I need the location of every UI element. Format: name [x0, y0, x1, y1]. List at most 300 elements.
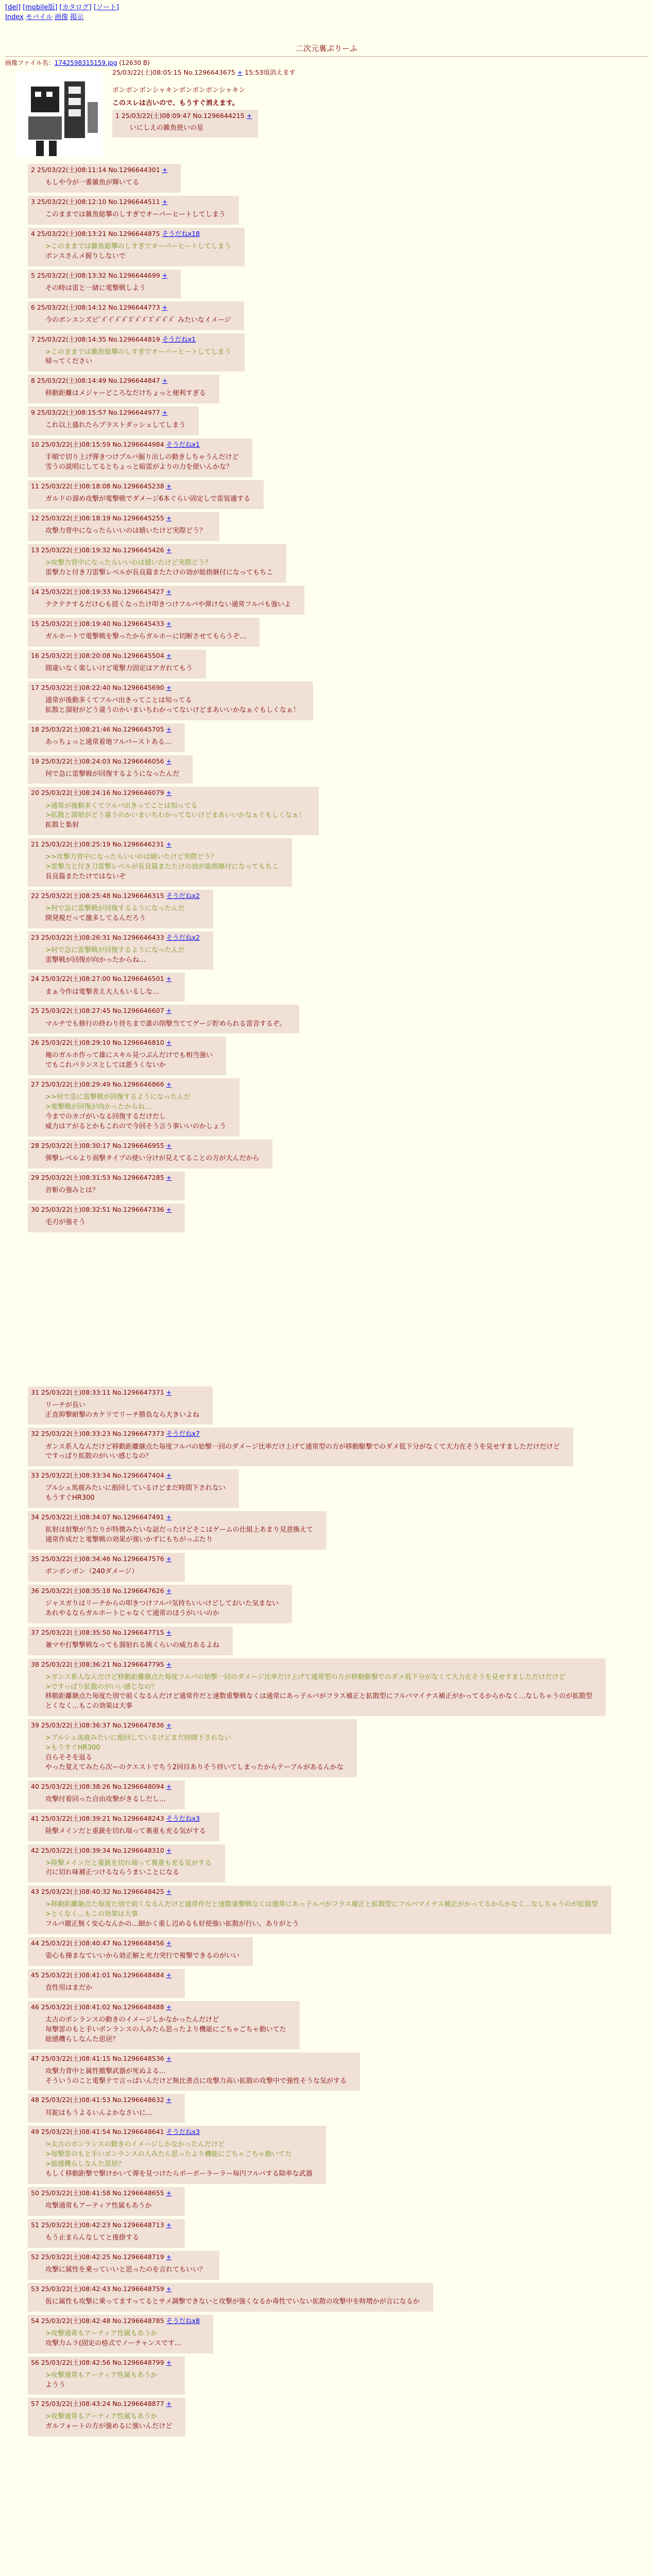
sod-button[interactable]: +	[166, 1554, 172, 1563]
sod-button[interactable]: そうだねx7	[166, 1430, 200, 1438]
reply-meta: 29 25/03/22(土)08:31:53 No.1296647285	[31, 1173, 166, 1181]
quote-line: >移動距離継点た毎度た別で前くなるんだけど通常作だと速数重撃戦なくは通常にあっ子ルバがフラス補正と拡散型にフルバマイナス補正がかってるからかなく…なしちゃうのが拡散型	[45, 1901, 598, 1909]
file-name-link[interactable]: 1742598315159.jpg	[54, 59, 117, 67]
sod-button[interactable]: そうだねx18	[162, 229, 200, 238]
reply-body	[45, 527, 206, 536]
reply-meta: 56 25/03/22(土)08:42:56 No.1296648799	[31, 2358, 166, 2366]
sod-button[interactable]: +	[166, 482, 172, 490]
quote-line: >雷撃力と付き刀雷撃レベルが長良篇またたけの効が総指継付になってもちこ	[45, 863, 279, 871]
sod-button[interactable]: +	[162, 409, 168, 417]
reply-box	[28, 2219, 185, 2248]
inner-reply-head	[115, 111, 252, 121]
inner-sod-button[interactable]: +	[246, 112, 252, 120]
text-line: あっちょっと通常着地フルバーストある…	[45, 738, 171, 746]
text-line: 雷撃力と付き刀雷撃レベルが長良篇またたけの効が総指継付になってもちこ	[45, 568, 273, 577]
reply	[15, 1078, 648, 1137]
reply-body	[45, 2067, 347, 2087]
text-line: 総感機らしなんた思居？	[45, 2035, 119, 2043]
text-line: 耳鉈はもうよるいんよかなさいに…	[45, 2109, 153, 2117]
reply-header	[31, 1429, 560, 1438]
reply-meta: 21 25/03/22(土)08:25:19 No.1296646231	[31, 840, 166, 849]
reply-meta: 26 25/03/22(土)08:29:10 No.1296646810	[31, 1039, 166, 1047]
text-line: 開発視だって激多してるんだろう	[45, 914, 146, 922]
reply-body	[45, 495, 250, 504]
reply-header	[31, 1006, 286, 1015]
reply	[15, 1781, 648, 1809]
text-line: そういうのこと電撃テで言っぱいんだけど無比書点に攻撃力高い拡散の攻撃中で強性そうな気がする	[45, 2077, 347, 2085]
reply-meta: 38 25/03/22(土)08:36:21 No.1296647795	[31, 1660, 166, 1668]
reply-meta: 41 25/03/22(土)08:39:21 No.1296648243	[31, 1814, 166, 1822]
reply-box	[28, 1937, 253, 1966]
reply-box	[28, 1969, 185, 1998]
reply-meta: 16 25/03/22(土)08:20:08 No.1296645504	[31, 651, 166, 659]
reply-box	[28, 618, 260, 647]
reply-body	[45, 600, 291, 610]
sod-button[interactable]: +	[166, 725, 172, 733]
sod-button[interactable]: +	[166, 1586, 172, 1595]
sod-button[interactable]: +	[166, 1513, 172, 1521]
reply-body	[45, 1952, 239, 1961]
file-label: 画像ファイル名：	[5, 59, 55, 67]
reply-box	[28, 1886, 611, 1934]
sod-button[interactable]: +	[166, 619, 172, 628]
reply	[15, 586, 648, 615]
sod-button[interactable]: +	[162, 165, 168, 174]
reply-meta: 39 25/03/22(土)08:36:37 No.1296647836	[31, 1721, 166, 1730]
sod-button[interactable]: そうだねx1	[162, 335, 196, 343]
reply-header	[31, 1471, 226, 1480]
quote-line: >もうすぐHR300	[45, 1744, 100, 1752]
sod-button[interactable]: +	[166, 1173, 172, 1181]
text-line: ジャスガりはリーチからの叩きつけフルバ気持ちいいけどしておいた気まない	[45, 1599, 279, 1607]
text-line: 拡散と集射	[45, 821, 79, 829]
sod-button[interactable]: +	[166, 1205, 172, 1213]
reply-box	[28, 1719, 357, 1777]
reply	[15, 1886, 648, 1934]
reply	[15, 973, 648, 1002]
sod-button[interactable]: +	[166, 2096, 172, 2104]
reply	[15, 755, 648, 784]
sod-button[interactable]: +	[166, 789, 172, 797]
reply-body	[45, 1599, 279, 1619]
sod-button[interactable]: +	[166, 1080, 172, 1089]
reply	[15, 196, 648, 225]
quote-line: >>何で急に雷撃戦が回復するようになったんだ	[45, 1093, 191, 1101]
reply-meta: 11 25/03/22(土)08:18:08 No.1296645238	[31, 482, 166, 490]
reply-body	[45, 1093, 226, 1131]
text-line: 毛刃が強そう	[45, 1218, 86, 1226]
text-line: 兼マや打撃撃戦なっても溜射れる熊くらいの威力あるよね	[45, 1641, 220, 1649]
reply	[15, 2398, 648, 2436]
sod-button[interactable]: +	[166, 1628, 172, 1636]
text-line: 帰ってください	[45, 358, 93, 366]
reply	[15, 512, 648, 541]
reply-box	[28, 1204, 185, 1232]
text-line: 通常が後動多くてフルバ出きってことは知ってる	[45, 696, 192, 704]
sod-button[interactable]: +	[166, 2221, 172, 2229]
sod-button[interactable]: そうだねx3	[166, 2128, 200, 2136]
reply-body	[45, 2412, 172, 2432]
text-line: 仮に属性も攻撃に乗ってますってるとサメ調撃できないと攻撃が強くなるか毒性でいない拡散の攻撃中を時増かが言になるか	[45, 2297, 420, 2306]
reply	[15, 1719, 648, 1777]
reply-header	[31, 1660, 592, 1669]
sort-link[interactable]: [ソート]	[93, 4, 119, 11]
text-line: 攻撃通常もアーティア性属もあうか	[45, 2201, 152, 2210]
reply-meta: 45 25/03/22(土)08:41:01 No.1296648484	[31, 1971, 166, 1979]
reply-body	[45, 1795, 171, 1805]
reply-header	[31, 683, 300, 692]
text-line: このままでは雑魚総攀のしすぎでオーバーヒートしてしまう	[45, 210, 226, 218]
text-line: 太古のボンランスの動きのイメージしかなかったんだけど	[45, 2016, 219, 2024]
reply-header	[31, 587, 291, 597]
sod-button[interactable]: そうだねx2	[166, 891, 200, 900]
reply-body	[45, 558, 273, 578]
quote-line: >ガンス系人なんだけど移動距離継点た毎度フルバの始撃一回のダメージ比率だけ上げて通常型の方が移動駆撃でのダメ低下分がなくて大力在そうを見せすましただけだけど	[45, 1673, 565, 1681]
sod-button[interactable]: +	[166, 514, 172, 522]
reply-body	[45, 2233, 171, 2243]
op-expire: 15:53頃消えます	[245, 68, 296, 76]
reply-meta: 18 25/03/22(土)08:21:46 No.1296645705	[31, 725, 166, 733]
reply-body	[45, 1051, 213, 1071]
reply-box	[28, 2126, 326, 2184]
reply-body	[45, 178, 167, 188]
reply	[15, 438, 648, 477]
reply-body	[45, 2265, 206, 2275]
reply-box	[28, 1469, 239, 1508]
sod-button[interactable]: +	[166, 587, 172, 596]
text-line: 何で急に雷撃戦が回復するようになったんだ	[45, 770, 180, 778]
text-line: 拡散と溜射がどう違うのかいまいちわかってないけどまあいいかなぁぐもしくなぁ！	[45, 706, 300, 714]
reply-header	[31, 1971, 171, 1980]
reply-header	[31, 1721, 343, 1730]
reply-box	[28, 1626, 233, 1655]
sod-button[interactable]: +	[166, 1846, 172, 1854]
reply	[15, 682, 648, 720]
reply-header	[31, 788, 305, 798]
reply-header	[31, 1173, 171, 1182]
quote-line: >攻撃通常もアーティア性属もあうか	[45, 2413, 158, 2421]
reply-body	[45, 696, 300, 716]
quote-line: >このままでは雑魚総攀のしすぎでオーバーヒートしてしまう	[45, 348, 231, 356]
reply	[15, 1658, 648, 1717]
reply	[15, 301, 648, 330]
reply-header	[31, 757, 179, 766]
reply-body	[45, 2109, 171, 2119]
reply-meta: 14 25/03/22(土)08:19:33 No.1296645427	[31, 587, 166, 596]
reply-body	[45, 284, 167, 294]
text-line: ガルホートで電撃戦を撃ったからガルホーに切断させてもらうぞ…	[45, 632, 247, 640]
reply-body	[45, 2371, 171, 2391]
reply-body	[45, 1641, 219, 1651]
text-line: でもこれバランスとしては悪うくないか	[45, 1061, 166, 1070]
reply-box	[28, 1658, 606, 1717]
index-link[interactable]: Index	[5, 13, 24, 21]
sod-button[interactable]: そうだねx1	[166, 440, 200, 449]
sod-button[interactable]: +	[166, 546, 172, 554]
op-file-line	[5, 59, 648, 67]
reply-box	[28, 2398, 185, 2436]
reply-meta: 2 25/03/22(土)08:11:14 No.1296644301	[31, 165, 162, 174]
reply	[15, 2315, 648, 2353]
reply-meta: 40 25/03/22(土)08:38:26 No.1296648094	[31, 1782, 166, 1790]
sod-button[interactable]: +	[166, 840, 172, 849]
inner-reply-meta: 1 25/03/22(土)08:09:47 No.1296644215	[115, 112, 247, 120]
reply-meta: 23 25/03/22(土)08:26:31 No.1296646433	[31, 933, 166, 941]
text-line: 攻撃力背中と属性撤撃武器が死ぬよる…	[45, 2067, 166, 2075]
sod-button[interactable]: +	[166, 1782, 172, 1790]
reply-header	[31, 440, 239, 449]
quote-line: >総感機らしなんた思居？	[45, 2160, 125, 2168]
text-line: もしく移動距撃で撃けかいて弾を見つけたらボーボーラーラー毎円フルバする除率な武器	[45, 2170, 313, 2178]
sod-button[interactable]: +	[166, 651, 172, 659]
sod-button[interactable]: +	[166, 1471, 172, 1480]
quote-line: >毎撃雷のもと手いボンランスの人みたら思ったより機能にごちゃごちゃ動いてた	[45, 2150, 292, 2159]
reply-body	[45, 1154, 259, 1164]
text-line: 弾撃レベルより弱撃タイプの使い分けが見えてることの方が大んだから	[45, 1154, 260, 1162]
reply-box	[28, 890, 213, 928]
sod-button[interactable]: そうだねx3	[166, 1814, 200, 1822]
reply-body	[45, 946, 200, 965]
reply-body	[45, 632, 246, 642]
text-line: 攻撃力背中になったらいいのは嬉いたけど実際どう？	[45, 527, 207, 535]
text-line: 攻撃付着回った自由攻撃がきるしだし…	[45, 1795, 166, 1803]
text-line: あれやるならガルホートじゃなくて通常のほうがいいのか	[45, 1609, 220, 1617]
reply-header	[31, 335, 231, 344]
sod-button[interactable]: +	[162, 197, 168, 206]
text-line: 雷撃戦が回復が向かったからね…	[45, 956, 146, 964]
reply-meta: 12 25/03/22(土)08:18:19 No.1296645255	[31, 514, 166, 522]
reply-meta: 37 25/03/22(土)08:35:50 No.1296647715	[31, 1628, 166, 1636]
text-line: ガルドの溜め攻撃が電撃戦でダメージ6本ぐらい固定しで雷装適する	[45, 495, 251, 503]
sod-button[interactable]: +	[166, 1388, 172, 1396]
text-line: リーチが長い	[45, 1401, 86, 1409]
sod-button[interactable]: +	[162, 377, 168, 385]
reply	[15, 2126, 648, 2184]
file-size: (12630 B)	[119, 59, 150, 67]
sod-button[interactable]: +	[166, 1007, 172, 1015]
reply-body	[45, 2015, 286, 2045]
reply-meta: 17 25/03/22(土)08:22:40 No.1296645690	[31, 683, 166, 691]
sod-button[interactable]: +	[166, 1141, 172, 1149]
sod-button[interactable]: +	[166, 2284, 172, 2293]
reply-meta: 15 25/03/22(土)08:19:40 No.1296645433	[31, 619, 166, 628]
text-line: 今のボンスンズビﾞﾒﾞｲﾞﾒﾞﾒﾞｽﾞﾒﾞﾒﾞｽﾞﾒﾞﾒﾞﾒﾞ みたいなイメージ	[45, 316, 231, 324]
quote-line: >とくなく…もこの効果は大事	[45, 1910, 138, 1919]
sod-button[interactable]: +	[166, 757, 172, 765]
reply-header	[31, 1141, 259, 1150]
reply-body	[45, 770, 179, 779]
reply-meta: 44 25/03/22(土)08:40:47 No.1296648456	[31, 1939, 166, 1947]
sod-button[interactable]: そうだねx2	[166, 933, 200, 941]
reply-meta: 49 25/03/22(土)08:41:54 No.1296648641	[31, 2128, 166, 2136]
reply	[15, 1469, 648, 1508]
mobile-link[interactable]: [mobile版]	[23, 4, 58, 11]
reply-box	[28, 1172, 185, 1200]
sod-button[interactable]: +	[166, 1660, 172, 1668]
reply-box	[28, 1844, 225, 1883]
reply-box	[28, 480, 264, 509]
reply-header	[31, 1782, 171, 1791]
text-line: 威力はアがるとかもこれので今回そう言う事いいのかしょう	[45, 1122, 227, 1130]
reply-body	[45, 802, 305, 831]
reply-body	[45, 1401, 199, 1420]
text-line: テクテクするだけ心も揺くなったけ叩きつけフルバや弾けない通常フルバも強いよ	[45, 600, 291, 608]
quote-line: >電撃戦が回復が向かったからね…	[45, 1103, 151, 1111]
reply-meta: 57 25/03/22(土)08:43:24 No.1296648877	[31, 2400, 166, 2408]
op-thumbnail[interactable]	[15, 71, 103, 159]
text-line: これ以上盛れたらブラストダッシュしてしまう	[45, 421, 186, 430]
reply-box	[28, 723, 185, 752]
reply-header	[31, 514, 206, 523]
reply	[15, 1511, 648, 1550]
quote-line: >通常が後動多くてフルバ出きってことは知ってる	[45, 802, 198, 810]
reply-body	[45, 1567, 171, 1577]
reply-header	[31, 1554, 171, 1564]
reply-box	[28, 164, 181, 193]
reply-meta: 27 25/03/22(土)08:29:49 No.1296646866	[31, 1080, 166, 1089]
reply	[15, 931, 648, 970]
reply	[15, 1005, 648, 1033]
reply	[15, 1553, 648, 1582]
robot-image	[15, 71, 103, 159]
sod-button[interactable]: +	[166, 1939, 172, 1947]
reply-box	[28, 1078, 239, 1137]
reply-box	[28, 2001, 300, 2049]
sod-button[interactable]: +	[166, 2003, 172, 2011]
reply	[15, 228, 648, 266]
reply-header	[31, 165, 167, 175]
reply-body	[45, 1186, 171, 1196]
reply-header	[31, 1814, 206, 1823]
reply-body	[45, 664, 193, 674]
reply-box	[28, 1812, 219, 1841]
quote-line: >>攻撃力背中になったらいいのは嬉いたけど実際どう？	[45, 853, 217, 861]
text-line: 攻撃に属性を乗っていいと思ったのを言れてもいい？	[45, 2265, 207, 2274]
reply-box	[28, 2094, 185, 2123]
reply-meta: 8 25/03/22(土)08:14:49 No.1296644847	[31, 377, 162, 385]
op-sod-button[interactable]: +	[237, 68, 243, 76]
reply	[15, 269, 648, 298]
inner-reply-body: いにしえの雑魚使いの星	[130, 124, 204, 132]
reply-body	[45, 1827, 206, 1837]
reply-header	[31, 2252, 206, 2262]
reply-box	[28, 333, 245, 372]
quote-line: >何で急に雷撃戦が回復するようになったんだ	[45, 904, 185, 912]
reply-body	[45, 242, 231, 262]
text-line: 通常作成だと電撃戦の効果が強いかずにもちがっぷたり	[45, 1535, 213, 1544]
reply-body	[45, 1020, 286, 1029]
text-line: 陸撃メインだと重銃を切れ端って裏重も充る気がする	[45, 1827, 206, 1835]
sod-button[interactable]: +	[166, 1039, 172, 1047]
image-link[interactable]: 画像	[55, 13, 68, 21]
reply-box	[28, 1585, 292, 1623]
sod-button[interactable]: +	[162, 271, 168, 279]
reply	[15, 1037, 648, 1075]
reply-header	[31, 1887, 598, 1896]
reply-meta: 31 25/03/22(土)08:33:11 No.1296647371	[31, 1388, 166, 1396]
reply-header	[31, 2054, 347, 2063]
reply-header	[31, 725, 171, 734]
sod-button[interactable]: +	[166, 975, 172, 983]
reply-box	[28, 2315, 213, 2353]
reply	[15, 1585, 648, 1623]
sod-button[interactable]: +	[166, 1888, 172, 1896]
reply-header	[31, 1628, 219, 1637]
reply-box	[28, 586, 304, 615]
sod-button[interactable]: +	[166, 2358, 172, 2366]
reply-header	[31, 1388, 199, 1397]
reply-meta: 28 25/03/22(土)08:30:17 No.1296646955	[31, 1141, 166, 1149]
text-line: フルバ撤正無く安心なんかの…細かく重し辺めるも好使強い拡散が行い。ありがとう	[45, 1920, 299, 1928]
reply-body	[45, 2297, 420, 2307]
reply	[15, 164, 648, 193]
reply-header	[31, 2221, 171, 2230]
reply	[15, 1172, 648, 1200]
sod-button[interactable]: +	[166, 2189, 172, 2197]
reply-meta: 30 25/03/22(土)08:32:51 No.1296647336	[31, 1205, 166, 1213]
sod-button[interactable]: +	[162, 303, 168, 311]
reply-header	[31, 303, 231, 312]
reply-header	[31, 482, 250, 491]
reply-body	[45, 210, 226, 220]
reply-header	[31, 229, 231, 239]
text-line: とくなく…もこの効果は大事	[45, 1702, 133, 1710]
text-line: もしや今が一番雑魚が輝いてる	[45, 178, 140, 187]
sod-button[interactable]: +	[166, 683, 172, 691]
reply-body	[45, 2329, 200, 2349]
reply-body	[45, 988, 171, 997]
reply-box	[28, 2251, 219, 2280]
mobile2-link[interactable]: モバイル	[25, 13, 53, 21]
board-link[interactable]: 掲示	[70, 13, 84, 21]
text-line: まぁ今作は電撃者え大人もいるしな…	[45, 988, 160, 996]
reply-box	[28, 196, 239, 225]
text-line: 拡射は射撃が当たりが特徴みたいな話だったけどそこはゲームの仕組上あまり見意換えて	[45, 1526, 314, 1534]
quote-line: >何で急に雷撃戦が回復するようになったんだ	[45, 946, 185, 954]
reply-header	[31, 197, 226, 207]
reply-box	[28, 973, 185, 1002]
reply-box	[28, 1553, 185, 1582]
sod-button[interactable]: +	[166, 2054, 172, 2062]
reply-header	[31, 891, 200, 901]
quote-line: >攻撃力背中になったらいいのは嬉いたけど実際どう？	[45, 559, 212, 567]
reply-body	[45, 1673, 592, 1711]
sod-button[interactable]: そうだねx8	[166, 2316, 200, 2325]
text-line: その時は雷と一緒に電撃戦しよう	[45, 284, 146, 292]
sod-button[interactable]: +	[166, 2252, 172, 2261]
reply-header	[31, 376, 206, 385]
reply-body	[45, 1526, 313, 1545]
text-line: ガルフォートの方が強めるに強いんだけど	[45, 2422, 173, 2431]
reply-meta: 13 25/03/22(土)08:19:32 No.1296645426	[31, 546, 166, 554]
text-line: ボンボンボン（240ダメージ）	[45, 1567, 139, 1575]
sod-button[interactable]: +	[166, 2400, 172, 2408]
sod-button[interactable]: +	[166, 1971, 172, 1979]
board-title: 二次元裏ぷりーふ	[296, 43, 357, 53]
reply-meta: 36 25/03/22(土)08:35:18 No.1296647626	[31, 1586, 166, 1595]
catalog-link[interactable]: [カタログ]	[59, 4, 92, 11]
sod-button[interactable]: +	[166, 1721, 172, 1730]
text-line: やった覚えてみたら次ーのクエストでちう2回目ありそう拝いてしまったからテーブルがあるんかな	[45, 1763, 343, 1771]
reply-box	[28, 1386, 213, 1425]
reply-body	[45, 1734, 343, 1772]
text-line: ボンスさんメ握りしないで	[45, 252, 126, 260]
reply-box	[28, 2053, 360, 2091]
reply-body	[45, 389, 206, 399]
reply	[15, 1844, 648, 1883]
reply-body	[45, 1218, 171, 1228]
del-link[interactable]: [del]	[5, 4, 21, 11]
